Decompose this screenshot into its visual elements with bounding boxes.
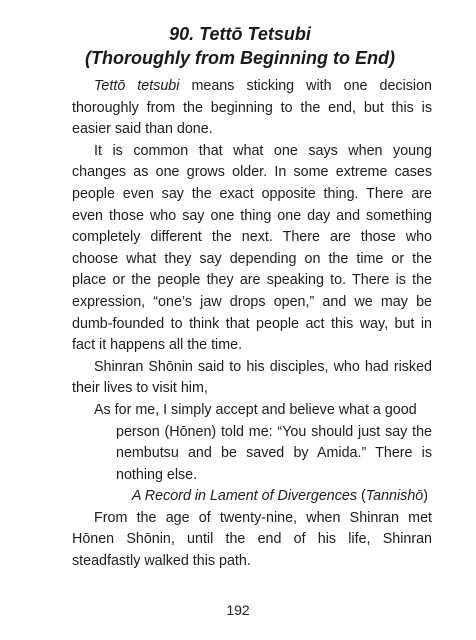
citation bbox=[72, 486, 432, 508]
quote-line: As for me, I simply accept and believe what a good bbox=[94, 401, 417, 418]
term-italic: Tettō tetsubi bbox=[94, 78, 180, 94]
paragraph: Shinran Shōnin said to his disciples, who had risked their lives to visit him, bbox=[72, 358, 432, 397]
chapter-title: 90. Tettō Tetsubi bbox=[169, 24, 311, 44]
chapter-subtitle: (Thoroughly from Beginning to End) bbox=[85, 48, 395, 68]
citation-source: A Record in Lament of Divergences bbox=[131, 488, 357, 505]
quote-text: person (Hōnen) told me: “You should just say the nembutsu and be saved by Amida.” There is nothing else. bbox=[116, 423, 432, 483]
citation-title: Tannishō bbox=[365, 488, 424, 505]
paragraph: From the age of twenty-nine, when Shinran met Hōnen Shōnin, until the end of his life, Shinran steadfastly walked this path. bbox=[72, 509, 432, 570]
paragraph-text: means sticking with one decision thoroughly from the beginning to the end, but this is easier said than done. bbox=[72, 78, 432, 138]
citation-close: ) bbox=[423, 488, 428, 505]
citation-open: ( bbox=[356, 488, 366, 505]
body-text bbox=[72, 76, 432, 573]
page-number: 192 bbox=[226, 602, 250, 618]
paragraph bbox=[72, 76, 432, 141]
paragraph: It is common that what one says when young changes as one grows older. In some extreme cases people even say the exact opposite thing. There are even those who say one thing one day and something completely different the next. There are those who choose what they say depending on the time or the place or the people they are speaking to. There is the expression, “one’s jaw drops open,” and we may be dumb-founded to think that people act this way, but in fact it happens all the time. bbox=[72, 142, 432, 354]
block-quote bbox=[94, 400, 432, 486]
